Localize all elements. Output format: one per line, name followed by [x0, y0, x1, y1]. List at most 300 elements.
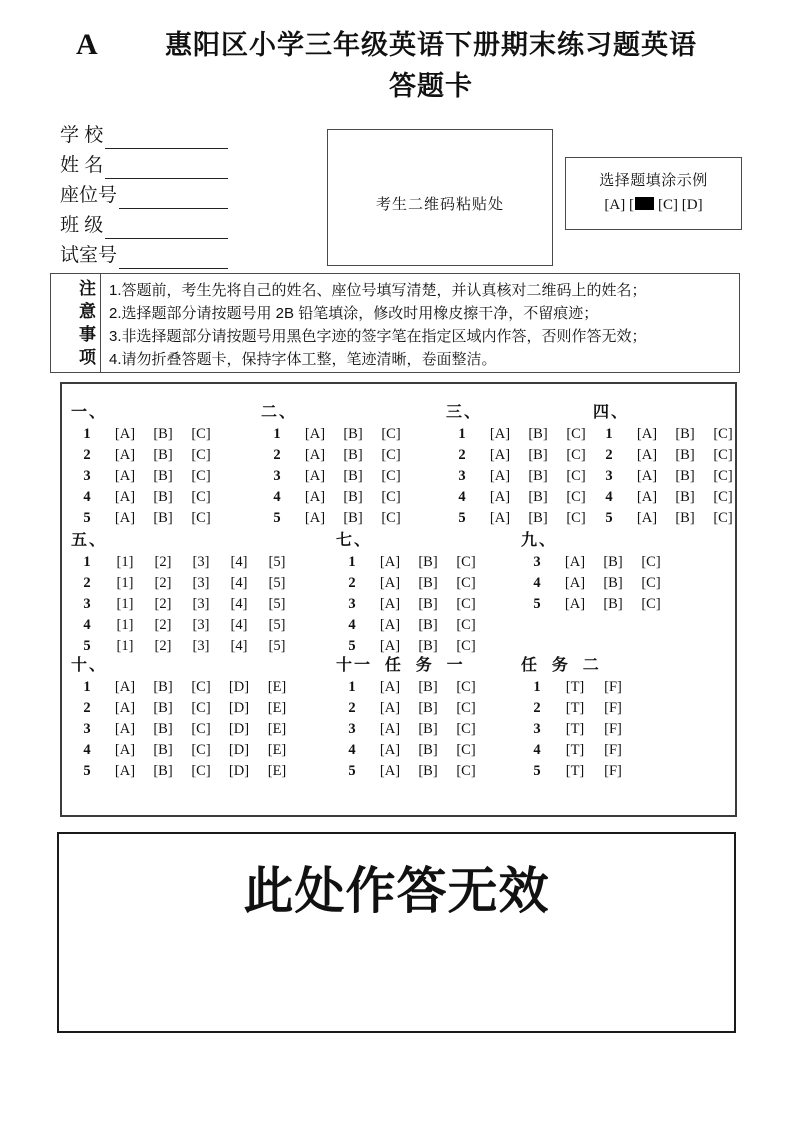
option-bubble: [E] — [267, 700, 287, 716]
option-bubble: [B] — [343, 468, 363, 484]
option-bubble: [C] — [381, 468, 401, 484]
answer-row — [68, 698, 296, 719]
answer-row — [518, 719, 632, 740]
option-bubble: [C] — [191, 679, 211, 695]
option-bubble: [B] — [528, 468, 548, 484]
answer-section-4 — [590, 402, 742, 529]
question-number: 3 — [533, 554, 541, 570]
option-bubble: [1] — [116, 638, 134, 654]
option-bubble: [B] — [343, 510, 363, 526]
question-number: 5 — [83, 763, 91, 779]
question-number: 2 — [458, 447, 466, 463]
option-bubble: [B] — [418, 700, 438, 716]
qr-code-paste-box — [327, 129, 553, 266]
option-bubble: [A] — [489, 426, 511, 442]
question-number: 1 — [273, 426, 281, 442]
answer-section-10 — [68, 655, 296, 782]
question-number: 4 — [605, 489, 613, 505]
name-field-label: 姓 名 — [60, 155, 104, 176]
question-number: 3 — [348, 596, 356, 612]
answer-row — [333, 552, 485, 573]
option-bubble: [A] — [636, 426, 658, 442]
question-number: 4 — [458, 489, 466, 505]
option-bubble: [D] — [228, 700, 250, 716]
answer-section-9 — [518, 530, 670, 615]
option-bubble: [2] — [154, 575, 172, 591]
option-bubble: [A] — [564, 575, 586, 591]
option-bubble: [C] — [456, 638, 476, 654]
question-number: 3 — [348, 721, 356, 737]
answer-row — [258, 445, 410, 466]
option-bubble: [1] — [116, 617, 134, 633]
notice-instruction-2: 2.选择题部分请按题号用 2B 铅笔填涂，修改时用橡皮擦干净，不留痕迹； — [109, 305, 599, 322]
notice-label-column — [51, 274, 101, 372]
question-number: 4 — [348, 617, 356, 633]
option-bubble: [C] — [456, 554, 476, 570]
answer-section-2 — [258, 402, 410, 529]
option-bubble: [A] — [379, 700, 401, 716]
option-bubble: [C] — [713, 447, 733, 463]
question-number: 5 — [83, 510, 91, 526]
option-bubble: [A] — [379, 575, 401, 591]
exam-room-field — [60, 239, 228, 269]
qr-code-paste-label: 考生二维码粘贴处 — [375, 196, 504, 213]
option-bubble: [A] — [304, 489, 326, 505]
option-bubble: [A] — [304, 510, 326, 526]
option-bubble: [C] — [456, 679, 476, 695]
question-number: 3 — [83, 596, 91, 612]
answer-row — [68, 573, 296, 594]
answer-row — [68, 445, 220, 466]
class-field-label: 班 级 — [60, 215, 104, 236]
question-number: 5 — [458, 510, 466, 526]
option-bubble: [A] — [114, 489, 136, 505]
answer-row — [333, 594, 485, 615]
option-bubble: [5] — [268, 596, 286, 612]
option-bubble: [B] — [675, 489, 695, 505]
answer-section-task-2 — [518, 655, 632, 782]
option-bubble: [A] — [489, 489, 511, 505]
option-bubble: [B] — [528, 510, 548, 526]
answer-row — [258, 508, 410, 529]
option-bubble: [C] — [713, 510, 733, 526]
option-bubble: [A] — [564, 554, 586, 570]
option-bubble: [B] — [603, 554, 623, 570]
section-header: 三、 — [446, 404, 483, 421]
option-bubble: [F] — [604, 679, 622, 695]
option-bubble: [C] — [191, 489, 211, 505]
question-number: 4 — [533, 575, 541, 591]
answer-row — [443, 424, 595, 445]
option-bubble: [A] — [114, 679, 136, 695]
answer-row — [443, 466, 595, 487]
option-bubble: [2] — [154, 596, 172, 612]
option-bubble: [B] — [528, 489, 548, 505]
answer-section-3 — [443, 402, 595, 529]
option-bubble: [A] — [304, 426, 326, 442]
option-bubble: [B] — [418, 763, 438, 779]
option-bubble: [B] — [603, 596, 623, 612]
option-bubble: [4] — [230, 638, 248, 654]
option-bubble: [C] — [566, 489, 586, 505]
option-bubble: [B] — [675, 447, 695, 463]
option-bubble: [A] — [564, 596, 586, 612]
answer-row — [333, 615, 485, 636]
notice-label-char: 注 — [79, 279, 96, 298]
answer-row — [68, 466, 220, 487]
option-bubble: [T] — [565, 742, 585, 758]
option-bubble: [E] — [267, 763, 287, 779]
option-bubble: [C] — [191, 510, 211, 526]
option-bubble: [T] — [565, 679, 585, 695]
option-bubble: [C] — [381, 510, 401, 526]
answer-row — [590, 424, 742, 445]
section-header: 十一 任 务 一 — [336, 657, 465, 674]
option-bubble: [5] — [268, 617, 286, 633]
option-bubble: [5] — [268, 554, 286, 570]
option-bubble: [A] — [379, 721, 401, 737]
option-bubble: [A] — [114, 742, 136, 758]
question-number: 5 — [273, 510, 281, 526]
option-bubble: [C] — [456, 700, 476, 716]
question-number: 4 — [83, 489, 91, 505]
option-bubble: [C] — [713, 426, 733, 442]
option-bubble: [A] — [114, 426, 136, 442]
page-title — [96, 25, 766, 107]
option-bubble: [C] — [566, 510, 586, 526]
option-bubble: [A] — [636, 510, 658, 526]
option-bubble: [A] — [304, 468, 326, 484]
answer-row — [258, 424, 410, 445]
question-number: 1 — [533, 679, 541, 695]
question-number: 1 — [83, 426, 91, 442]
class-fill-line — [105, 215, 228, 239]
question-number: 2 — [348, 700, 356, 716]
option-bubble: [A] — [636, 489, 658, 505]
option-bubble: [C] — [456, 763, 476, 779]
option-bubble: [2] — [154, 617, 172, 633]
section-header: 一、 — [71, 404, 108, 421]
option-bubble: [A] — [379, 742, 401, 758]
question-number: 3 — [605, 468, 613, 484]
option-bubble: [C] — [381, 447, 401, 463]
option-bubble: [C] — [641, 596, 661, 612]
option-bubble: [A] — [114, 447, 136, 463]
question-number: 5 — [348, 763, 356, 779]
option-bubble: [C] — [566, 447, 586, 463]
answer-row — [333, 761, 485, 782]
question-number: 3 — [83, 468, 91, 484]
option-bubble: [B] — [153, 468, 173, 484]
answer-section-5 — [68, 530, 296, 657]
answer-row — [333, 573, 485, 594]
option-bubble: [3] — [192, 638, 210, 654]
notice-instruction-3: 3.非选择题部分请按题号用黑色字迹的签字笔在指定区域内作答，否则作答无效； — [109, 328, 647, 345]
option-bubble: [B] — [418, 575, 438, 591]
answer-row — [68, 424, 220, 445]
option-bubble: [C] — [191, 700, 211, 716]
notice-box — [50, 273, 740, 373]
option-bubble: [C] — [456, 596, 476, 612]
section-header: 十、 — [71, 657, 108, 674]
option-bubble: [4] — [230, 596, 248, 612]
option-bubble: [4] — [230, 575, 248, 591]
option-bubble: [C] — [456, 617, 476, 633]
option-bubble: [B] — [528, 426, 548, 442]
answer-row — [258, 487, 410, 508]
answer-row — [333, 636, 485, 657]
option-bubble: [C] — [191, 763, 211, 779]
option-bubble: [B] — [418, 679, 438, 695]
section-header: 任 务 二 — [521, 657, 601, 674]
answer-row — [68, 677, 296, 698]
question-number: 3 — [273, 468, 281, 484]
question-number: 5 — [83, 638, 91, 654]
option-bubble: [B] — [528, 447, 548, 463]
option-bubble: [1] — [116, 554, 134, 570]
question-number: 1 — [458, 426, 466, 442]
paper-variant-label: A — [76, 28, 98, 61]
option-bubble: [C] — [456, 742, 476, 758]
option-bubble: [C] — [713, 468, 733, 484]
answer-row — [518, 761, 632, 782]
option-bubble: [A] — [379, 554, 401, 570]
notice-instruction-1: 1.答题前，考生先将自己的姓名、座位号填写清楚，并认真核对二维码上的姓名； — [109, 282, 647, 299]
option-bubble: [4] — [230, 617, 248, 633]
exam-room-fill-line — [119, 245, 228, 269]
answer-row — [68, 508, 220, 529]
option-bubble: [C] — [381, 489, 401, 505]
option-bubble: [B] — [675, 510, 695, 526]
option-bubble: [1] — [116, 575, 134, 591]
option-bubble: [A] — [636, 468, 658, 484]
option-bubble: [B] — [675, 468, 695, 484]
answer-row — [518, 573, 670, 594]
fill-example-title: 选择题填涂示例 — [599, 172, 708, 189]
option-bubble: [4] — [230, 554, 248, 570]
option-bubble: [A] — [636, 447, 658, 463]
page-title-line-1: 惠阳区小学三年级英语下册期末练习题英语 — [165, 30, 697, 60]
fill-example-box — [565, 157, 742, 230]
option-bubble: [B] — [343, 426, 363, 442]
answer-row — [68, 761, 296, 782]
invalid-answer-area — [57, 832, 736, 1033]
option-bubble: [C] — [456, 575, 476, 591]
answer-row — [443, 445, 595, 466]
option-bubble: [T] — [565, 763, 585, 779]
answer-row — [68, 719, 296, 740]
option-bubble: [B] — [418, 596, 438, 612]
option-bubble: [C] — [641, 554, 661, 570]
option-bubble: [B] — [418, 554, 438, 570]
option-bubble: [2] — [154, 638, 172, 654]
question-number: 4 — [273, 489, 281, 505]
question-number: 3 — [533, 721, 541, 737]
option-bubble: [A] — [114, 510, 136, 526]
option-bubble: [5] — [268, 638, 286, 654]
answer-row — [333, 677, 485, 698]
option-bubble: [B] — [153, 510, 173, 526]
option-bubble: [C] — [191, 468, 211, 484]
option-bubble: [F] — [604, 700, 622, 716]
answer-row — [258, 466, 410, 487]
option-bubble: [1] — [116, 596, 134, 612]
student-info-fields — [60, 119, 228, 269]
option-bubble: [3] — [192, 554, 210, 570]
question-number: 2 — [348, 575, 356, 591]
name-field — [60, 149, 228, 179]
option-bubble: [A] — [379, 617, 401, 633]
question-number: 3 — [458, 468, 466, 484]
option-bubble: [3] — [192, 617, 210, 633]
seat-number-field-label: 座位号 — [60, 185, 118, 206]
filled-bubble-example — [635, 197, 654, 210]
option-bubble: [C] — [456, 721, 476, 737]
answer-row — [68, 615, 296, 636]
option-bubble: [C] — [381, 426, 401, 442]
question-number: 1 — [83, 679, 91, 695]
option-bubble: [D] — [228, 742, 250, 758]
option-bubble: [D] — [228, 679, 250, 695]
option-bubble: [B] — [153, 489, 173, 505]
answer-row — [518, 698, 632, 719]
seat-number-fill-line — [119, 185, 228, 209]
name-fill-line — [105, 155, 228, 179]
option-bubble: [B] — [603, 575, 623, 591]
answer-row — [590, 508, 742, 529]
question-number: 2 — [83, 700, 91, 716]
option-bubble: [A] — [489, 447, 511, 463]
option-bubble: [B] — [153, 742, 173, 758]
option-bubble: [B] — [675, 426, 695, 442]
option-bubble: [A] — [379, 679, 401, 695]
school-field-label: 学 校 — [60, 125, 104, 146]
option-bubble: [B] — [153, 679, 173, 695]
answer-row — [443, 487, 595, 508]
question-number: 5 — [533, 763, 541, 779]
option-bubble: [B] — [153, 447, 173, 463]
option-bubble: [A] — [489, 468, 511, 484]
answer-row — [590, 445, 742, 466]
option-bubble: [B] — [153, 763, 173, 779]
answer-row — [518, 677, 632, 698]
answer-row — [443, 508, 595, 529]
option-bubble: [F] — [604, 763, 622, 779]
option-bubble: [B] — [153, 426, 173, 442]
answer-row — [68, 594, 296, 615]
option-bubble: [C] — [191, 742, 211, 758]
option-bubble: [T] — [565, 700, 585, 716]
question-number: 1 — [605, 426, 613, 442]
answer-row — [518, 552, 670, 573]
school-fill-line — [105, 125, 228, 149]
option-bubble: [F] — [604, 742, 622, 758]
notice-label-char: 事 — [79, 325, 96, 344]
option-bubble: [A] — [114, 721, 136, 737]
option-bubble: [F] — [604, 721, 622, 737]
option-bubble: [A] — [114, 700, 136, 716]
notice-instruction-4: 4.请勿折叠答题卡，保持字体工整，笔迹清晰，卷面整洁。 — [109, 351, 497, 368]
fill-example-prefix: [A] [ — [604, 197, 634, 213]
question-number: 3 — [83, 721, 91, 737]
option-bubble: [B] — [343, 489, 363, 505]
answer-section-1 — [68, 402, 220, 529]
question-number: 1 — [348, 554, 356, 570]
invalid-area-label: 此处作答无效 — [243, 863, 550, 919]
section-header: 九、 — [521, 532, 558, 549]
school-field — [60, 119, 228, 149]
question-number: 2 — [533, 700, 541, 716]
option-bubble: [E] — [267, 742, 287, 758]
fill-example-suffix: [C] [D] — [658, 197, 703, 213]
fill-example-options — [566, 197, 741, 214]
question-number: 2 — [83, 447, 91, 463]
option-bubble: [C] — [713, 489, 733, 505]
option-bubble: [C] — [191, 426, 211, 442]
option-bubble: [C] — [191, 721, 211, 737]
option-bubble: [A] — [114, 763, 136, 779]
answer-section-11-task-1 — [333, 655, 485, 782]
option-bubble: [B] — [418, 742, 438, 758]
class-field — [60, 209, 228, 239]
question-number: 2 — [605, 447, 613, 463]
option-bubble: [B] — [343, 447, 363, 463]
section-header: 四、 — [593, 404, 630, 421]
option-bubble: [A] — [114, 468, 136, 484]
section-header: 七、 — [336, 532, 373, 549]
notice-label-char: 项 — [79, 348, 96, 367]
answer-grid — [60, 382, 737, 817]
option-bubble: [A] — [489, 510, 511, 526]
option-bubble: [C] — [641, 575, 661, 591]
answer-section-7 — [333, 530, 485, 657]
option-bubble: [B] — [418, 617, 438, 633]
question-number: 4 — [348, 742, 356, 758]
notice-label-char: 意 — [79, 302, 96, 321]
option-bubble: [3] — [192, 596, 210, 612]
question-number: 4 — [83, 742, 91, 758]
answer-row — [518, 594, 670, 615]
seat-number-field — [60, 179, 228, 209]
answer-row — [68, 552, 296, 573]
section-header: 二、 — [261, 404, 298, 421]
notice-instructions — [101, 274, 739, 372]
answer-row — [518, 740, 632, 761]
option-bubble: [A] — [379, 638, 401, 654]
option-bubble: [C] — [566, 468, 586, 484]
option-bubble: [E] — [267, 679, 287, 695]
answer-row — [68, 487, 220, 508]
question-number: 4 — [83, 617, 91, 633]
option-bubble: [2] — [154, 554, 172, 570]
section-header: 五、 — [71, 532, 108, 549]
page-title-line-2: 答题卡 — [389, 71, 473, 101]
answer-row — [68, 636, 296, 657]
option-bubble: [A] — [379, 763, 401, 779]
answer-row — [590, 487, 742, 508]
question-number: 1 — [83, 554, 91, 570]
answer-row — [333, 698, 485, 719]
question-number: 5 — [605, 510, 613, 526]
answer-row — [590, 466, 742, 487]
option-bubble: [C] — [566, 426, 586, 442]
question-number: 5 — [348, 638, 356, 654]
question-number: 2 — [273, 447, 281, 463]
option-bubble: [B] — [153, 700, 173, 716]
question-number: 1 — [348, 679, 356, 695]
option-bubble: [3] — [192, 575, 210, 591]
option-bubble: [A] — [379, 596, 401, 612]
